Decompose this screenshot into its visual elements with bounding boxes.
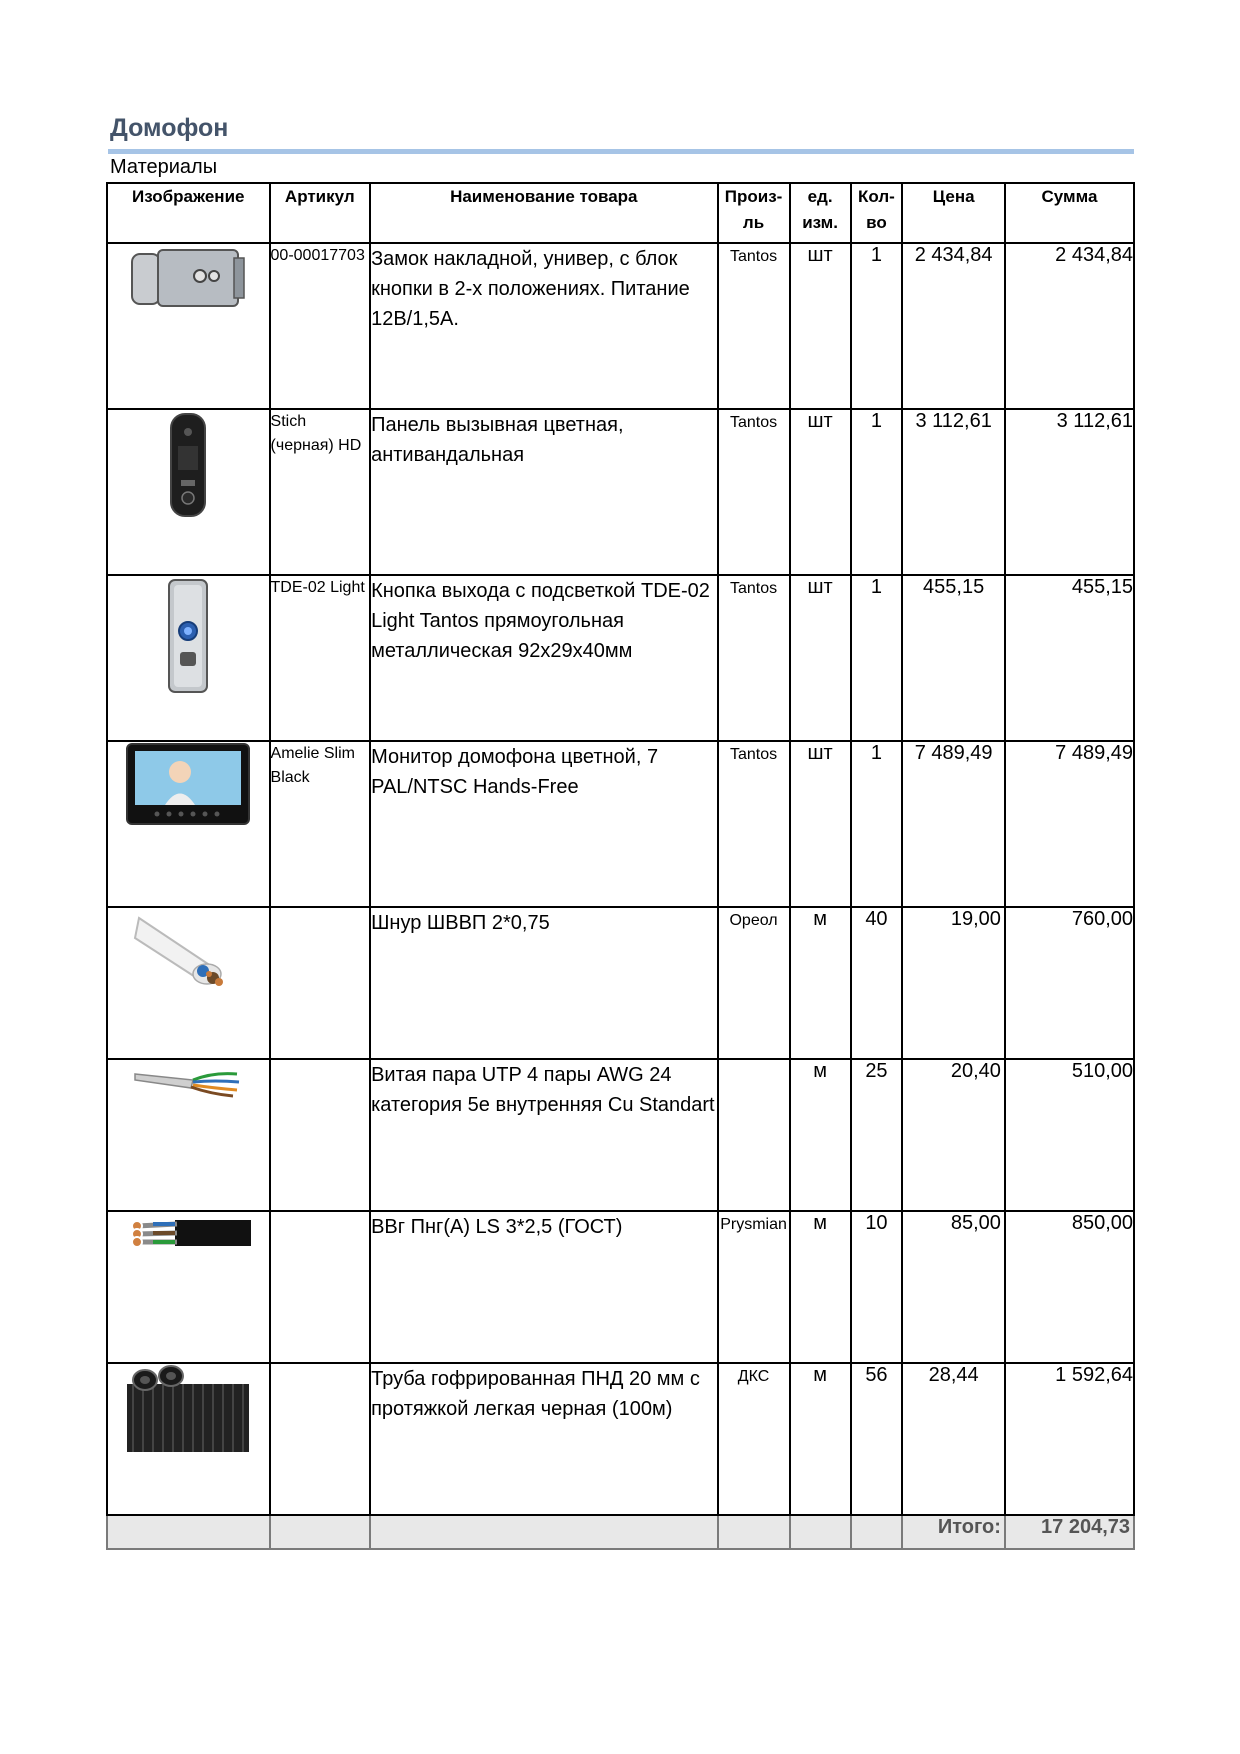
sum-cell: 455,15 [1005,575,1134,741]
header-maker-line1: Произ- [724,187,783,206]
table-row [107,409,1134,575]
unit-cell: шт [790,575,851,741]
price-cell: 2 434,84 [902,243,1005,409]
materials-table [106,182,1135,1550]
price-cell: 20,40 [902,1059,1005,1211]
table-row [107,907,1134,1059]
table-row [107,1363,1134,1515]
twisted-pair-icon [133,1060,243,1100]
qty-cell: 1 [851,575,903,741]
maker-cell: ДКС [718,1363,790,1515]
sum-cell: 850,00 [1005,1211,1134,1363]
qty-cell: 1 [851,741,903,907]
price-cell: 455,15 [902,575,1005,741]
total-row [107,1515,1134,1549]
product-image-cell [107,1059,270,1211]
maker-cell: Tantos [718,741,790,907]
total-empty-cell [107,1515,270,1549]
table-row [107,741,1134,907]
unit-cell: м [790,907,851,1059]
sum-cell: 3 112,61 [1005,409,1134,575]
product-name-cell: Замок накладной, универ, с блок кнопки в 2-х положениях. Питание 12В/1,5А. [370,243,717,409]
product-image-cell [107,243,270,409]
header-maker [718,183,790,243]
section-title: Домофон [110,114,229,142]
article-cell: TDE-02 Light [270,575,371,741]
article-cell: 00-00017703 [270,243,371,409]
price-cell: 7 489,49 [902,741,1005,907]
header-qty-line1: Кол- [858,187,895,206]
table-row [107,1059,1134,1211]
section-subtitle: Материалы [110,156,218,178]
maker-cell: Ореол [718,907,790,1059]
sum-cell: 510,00 [1005,1059,1134,1211]
total-empty-cell [718,1515,790,1549]
table-row [107,243,1134,409]
power-cable-icon [123,1212,253,1252]
maker-cell: Tantos [718,243,790,409]
qty-cell: 56 [851,1363,903,1515]
product-image-cell [107,741,270,907]
total-label: Итого: [902,1515,1005,1549]
unit-cell: шт [790,741,851,907]
article-cell [270,1211,371,1363]
price-cell: 85,00 [902,1211,1005,1363]
exit-button-icon [163,576,213,696]
total-empty-cell [270,1515,371,1549]
qty-cell: 25 [851,1059,903,1211]
unit-cell: м [790,1059,851,1211]
header-article: Артикул [270,183,371,243]
table-header-row [107,183,1134,243]
price-cell: 19,00 [902,907,1005,1059]
product-image-cell [107,409,270,575]
maker-cell: Tantos [718,409,790,575]
qty-cell: 1 [851,409,903,575]
sum-cell: 2 434,84 [1005,243,1134,409]
table-row [107,575,1134,741]
rim-lock-icon [128,244,248,314]
price-cell: 28,44 [902,1363,1005,1515]
qty-cell: 40 [851,907,903,1059]
header-image: Изображение [107,183,270,243]
maker-cell: Tantos [718,575,790,741]
product-name-cell: Шнур ШВВП 2*0,75 [370,907,717,1059]
unit-cell: шт [790,409,851,575]
total-empty-cell [851,1515,903,1549]
corrugated-pipe-icon [125,1364,251,1454]
unit-cell: шт [790,243,851,409]
header-unit [790,183,851,243]
article-cell [270,907,371,1059]
header-unit-line2: изм. [802,213,838,232]
title-rule [108,149,1134,154]
price-cell: 3 112,61 [902,409,1005,575]
article-cell [270,1363,371,1515]
header-qty [851,183,903,243]
article-cell: Stich (черная) HD [270,409,371,575]
sum-cell: 1 592,64 [1005,1363,1134,1515]
unit-cell: м [790,1363,851,1515]
header-price: Цена [902,183,1005,243]
product-name-cell: ВВг Пнг(А) LS 3*2,5 (ГОСТ) [370,1211,717,1363]
product-name-cell: Кнопка выхода с подсветкой TDE-02 Light Tantos прямоугольная металлическая 92х29х40мм [370,575,717,741]
article-cell: Amelie Slim Black [270,741,371,907]
product-name-cell: Монитор домофона цветной, 7 PAL/NTSC Hands-Free [370,741,717,907]
total-empty-cell [790,1515,851,1549]
total-value: 17 204,73 [1005,1515,1134,1549]
sum-cell: 760,00 [1005,907,1134,1059]
product-name-cell: Труба гофрированная ПНД 20 мм с протяжкой легкая черная (100м) [370,1363,717,1515]
product-name-cell: Витая пара UTP 4 пары AWG 24 категория 5е внутренняя Cu Standart [370,1059,717,1211]
intercom-monitor-icon [125,742,251,826]
header-maker-line2: ль [742,213,765,232]
flat-cable-icon [133,908,243,998]
qty-cell: 10 [851,1211,903,1363]
qty-cell: 1 [851,243,903,409]
article-cell [270,1059,371,1211]
unit-cell: м [790,1211,851,1363]
product-image-cell [107,1363,270,1515]
maker-cell [718,1059,790,1211]
total-empty-cell [370,1515,717,1549]
header-qty-line2: во [866,213,887,232]
product-image-cell [107,907,270,1059]
product-name-cell: Панель вызывная цветная, антивандальная [370,409,717,575]
table-row [107,1211,1134,1363]
header-unit-line1: ед. [807,187,833,206]
sum-cell: 7 489,49 [1005,741,1134,907]
header-name: Наименование товара [370,183,717,243]
product-image-cell [107,1211,270,1363]
header-sum: Сумма [1005,183,1134,243]
maker-cell: Prysmian [718,1211,790,1363]
product-image-cell [107,575,270,741]
call-panel-icon [163,410,213,520]
